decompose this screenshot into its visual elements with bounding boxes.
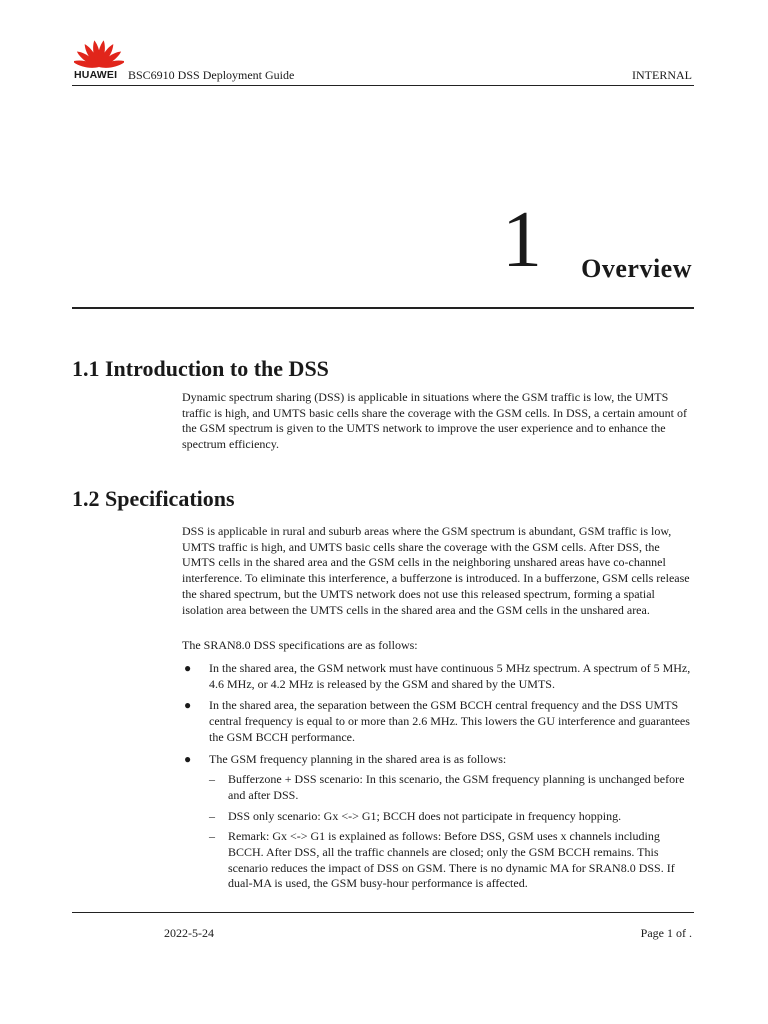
sub-list-item xyxy=(209,772,694,803)
chapter-divider xyxy=(72,307,694,309)
brand-name: HUAWEI xyxy=(74,69,118,81)
paragraph-text: DSS is applicable in rural and suburb areas where the GSM spectrum is abundant, GSM traffic is low, UMTS traffic is high, and UMTS basic cells share the coverage with the GSM cells. After DSS, the UMTS cells in the shared area and the GSM cells in the neighboring unshared areas have co-channel interference. To eliminate this interference, a bufferzone is introduced. In a bufferzone, GSM cells release the shared spectrum, but the UMTS network does not use this released spectrum, forming a spatial isolation area between the UMTS cells in the shared area and the GSM cells in the unshared area. xyxy=(182,524,690,617)
huawei-flower-icon xyxy=(74,37,124,69)
paragraph-text: Dynamic spectrum sharing (DSS) is applicable in situations where the GSM traffic is low, the UMTS traffic is high, and UMTS basic cells share the coverage with the GSM cells. In DSS, a certain amount of the GSM spectrum is given to the UMTS network to improve the user experience and to enhance the spectrum efficiency. xyxy=(182,390,687,452)
sub-list-item-text: Remark: Gx <-> G1 is explained as follows: Before DSS, GSM uses x channels including BCCH. After DSS, all the traffic channels are closed; only the GSM BCCH remains. This scenario reduces the impact of DSS on GSM. There is no dynamic MA for SRAN8.0 DSS. If dual-MA is used, the GSM busy-hour performance is affected. xyxy=(228,829,675,891)
chapter-number: 1 xyxy=(502,196,542,284)
section-heading-intro: 1.1 Introduction to the DSS xyxy=(72,356,329,381)
header-divider xyxy=(72,85,694,86)
list-item-text: In the shared area, the GSM network must have continuous 5 MHz spectrum. A spectrum of 5 MHz, 4.6 MHz, or 4.2 MHz is released by the GSM and shared by the UMTS. xyxy=(209,661,691,691)
specifications-paragraph xyxy=(182,524,694,618)
list-item xyxy=(182,661,694,692)
document-title: BSC6910 DSS Deployment Guide xyxy=(128,68,295,82)
bullet-icon: ● xyxy=(184,661,192,675)
footer-date: 2022-5-24 xyxy=(164,926,214,940)
page-number: Page 1 of . xyxy=(640,926,692,940)
paragraph-text: The SRAN8.0 DSS specifications are as follows: xyxy=(182,638,418,652)
sub-list-item-text: DSS only scenario: Gx <-> G1; BCCH does not participate in frequency hopping. xyxy=(228,808,622,823)
dash-icon: – xyxy=(209,829,215,844)
list-item-text: In the shared area, the separation between the GSM BCCH central frequency and the DSS UMTS central frequency is equal to or more than 2.6 MHz. This lowers the GU interference and guarantees the GSM BCCH performance. xyxy=(209,698,690,744)
bullet-icon: ● xyxy=(184,698,192,713)
intro-paragraph xyxy=(182,390,694,453)
classification-label: INTERNAL xyxy=(632,68,692,82)
dash-icon: – xyxy=(209,772,215,787)
list-item xyxy=(182,698,694,745)
sub-list xyxy=(209,772,694,892)
specifications-lead xyxy=(182,638,694,654)
list-item-text: The GSM frequency planning in the shared area is as follows: xyxy=(209,751,507,766)
sub-list-item-text: Bufferzone + DSS scenario: In this scenario, the GSM frequency planning is unchanged before and after DSS. xyxy=(228,772,685,802)
sub-list-item xyxy=(209,829,694,892)
bullet-icon: ● xyxy=(184,751,192,766)
list-item xyxy=(182,752,694,893)
footer-divider xyxy=(72,912,694,913)
sub-list-item xyxy=(209,809,694,825)
dash-icon: – xyxy=(209,808,215,823)
specifications-list xyxy=(182,661,694,898)
section-heading-specifications: 1.2 Specifications xyxy=(72,486,235,511)
chapter-title: Overview xyxy=(581,254,692,283)
